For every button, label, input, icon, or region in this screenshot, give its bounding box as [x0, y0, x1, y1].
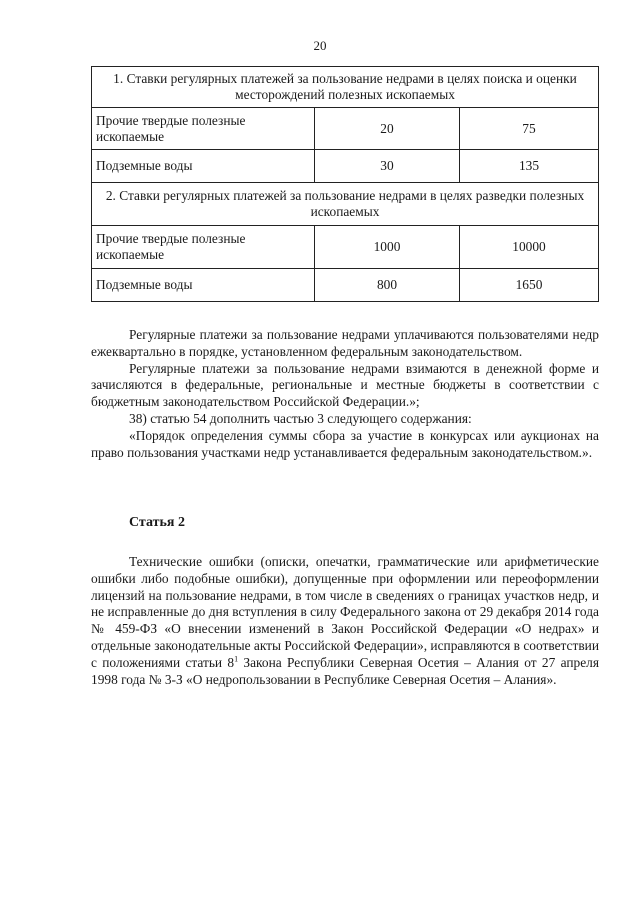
table-row	[92, 226, 599, 269]
section2-title: 2. Ставки регулярных платежей за пользование недрами в целях разведки полезных ископаемых	[92, 183, 599, 226]
row-min-value: 30	[315, 150, 460, 183]
paragraph: Регулярные платежи за пользование недрами уплачиваются пользователями недр ежеквартально в порядке, установленном федеральным законодательством.	[91, 327, 599, 359]
table-row	[92, 269, 599, 302]
row-min-value: 1000	[315, 226, 460, 269]
table-section-header	[92, 183, 599, 226]
paragraph: «Порядок определения суммы сбора за участие в конкурсах или аукционах на право пользования участками недр устанавливается федеральным законодательством.».	[91, 427, 599, 460]
paragraph: Регулярные платежи за пользование недрами взимаются в денежной форме и зачисляются в федеральные, региональные и местные бюджеты в соответствии с бюджетным законодательством Российской Федерации.»;	[91, 360, 599, 410]
row-label: Прочие твердые полезные ископаемые	[92, 226, 315, 269]
table-section-header	[92, 67, 599, 108]
article-body	[91, 554, 599, 688]
row-label: Подземные воды	[92, 150, 315, 183]
paragraph: 38) статью 54 дополнить частью 3 следующего содержания:	[129, 410, 472, 426]
table-row	[92, 150, 599, 183]
article-heading: Статья 2	[129, 515, 185, 530]
row-max-value: 10000	[460, 226, 599, 269]
row-label: Прочие твердые полезные ископаемые	[92, 108, 315, 150]
row-max-value: 135	[460, 150, 599, 183]
page-number: 20	[313, 38, 327, 53]
superscript: 1	[234, 654, 239, 664]
article-text-part: Технические ошибки (описки, опечатки, грамматические или арифметические ошибки либо подобные ошибки), допущенные при оформлении или переоформлении лицензий на пользование недрами, в том числе в сведениях о границах участков недр, и не исправленные до дня вступления в силу Федерального закона от 29 декабря 2014 года № 459-ФЗ «О внесении изменений в Закон Российской Федерации «О недрах» и отдельные законодательные акты Российской Федерации», исправляются в соответствии с положениями статьи 8	[91, 554, 599, 670]
row-max-value: 1650	[460, 269, 599, 302]
row-min-value: 20	[315, 108, 460, 150]
table-row	[92, 108, 599, 150]
article-text-part: Закона Республики Северная Осетия – Алания от 27 апреля 1998 года № 3-З «О недропользовании в Республике Северная Осетия – Алания».	[91, 654, 599, 687]
payment-rates-table	[91, 66, 599, 302]
row-min-value: 800	[315, 269, 460, 302]
section1-title: 1. Ставки регулярных платежей за пользование недрами в целях поиска и оценки месторождений полезных ископаемых	[92, 67, 599, 108]
row-label: Подземные воды	[92, 269, 315, 302]
body-text-block	[91, 327, 599, 461]
article-paragraph	[91, 554, 599, 688]
row-max-value: 75	[460, 108, 599, 150]
